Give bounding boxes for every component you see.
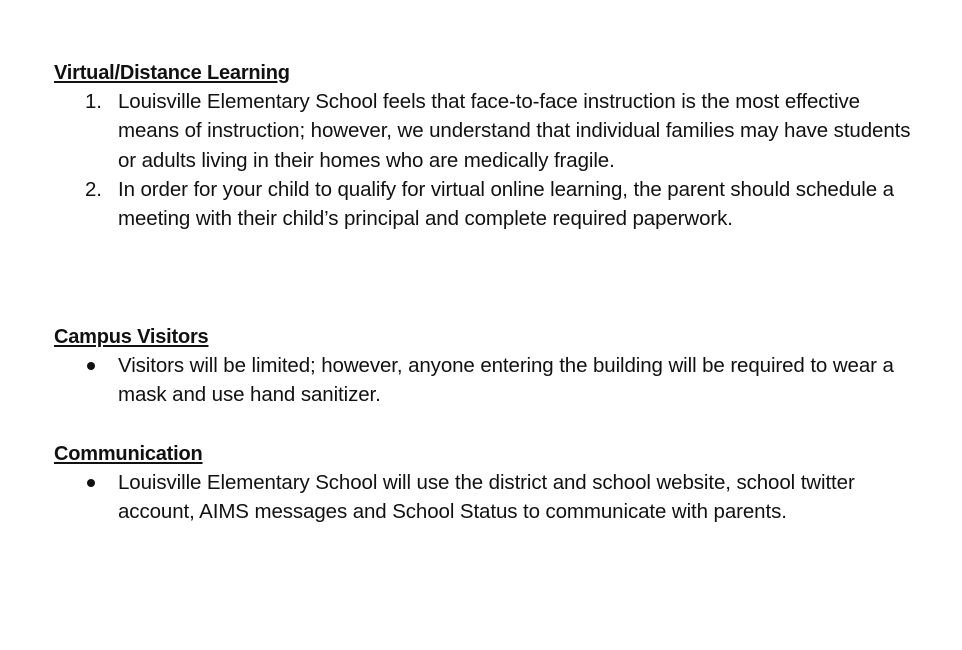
list-item: [54, 468, 914, 527]
numbered-list: [54, 87, 914, 233]
bullet-icon: [87, 479, 95, 487]
list-item-text: Louisville Elementary School feels that face-to-face instruction is the most effective means of instruction; however, we understand that individual families may have students or adults living in their homes who are medically fragile.: [118, 90, 911, 172]
list-item: [54, 351, 914, 410]
section-title-campus-visitors: Campus Visitors: [54, 326, 209, 348]
list-item: [54, 87, 914, 175]
list-item-text: In order for your child to qualify for virtual online learning, the parent should schedule a meeting with their child’s principal and complete required paperwork.: [118, 177, 894, 231]
section-title-communication: Communication: [54, 443, 203, 465]
section-title-virtual-learning: Virtual/Distance Learning: [54, 62, 290, 84]
bullet-list: [54, 351, 914, 410]
list-number: 2.: [85, 177, 102, 201]
section-communication: [54, 441, 914, 527]
section-campus-visitors: [54, 324, 914, 410]
list-item-text: Visitors will be limited; however, anyone entering the building will be required to wear a mask and use hand sanitizer.: [118, 354, 894, 407]
list-item: [54, 175, 914, 234]
list-number: 1.: [85, 90, 102, 113]
bullet-icon: [87, 362, 95, 370]
section-virtual-learning: [54, 60, 914, 233]
list-item-text: Louisville Elementary School will use the district and school website, school twitter account, AIMS messages and School Status to communicate with parents.: [118, 471, 855, 524]
bullet-list: [54, 468, 914, 527]
